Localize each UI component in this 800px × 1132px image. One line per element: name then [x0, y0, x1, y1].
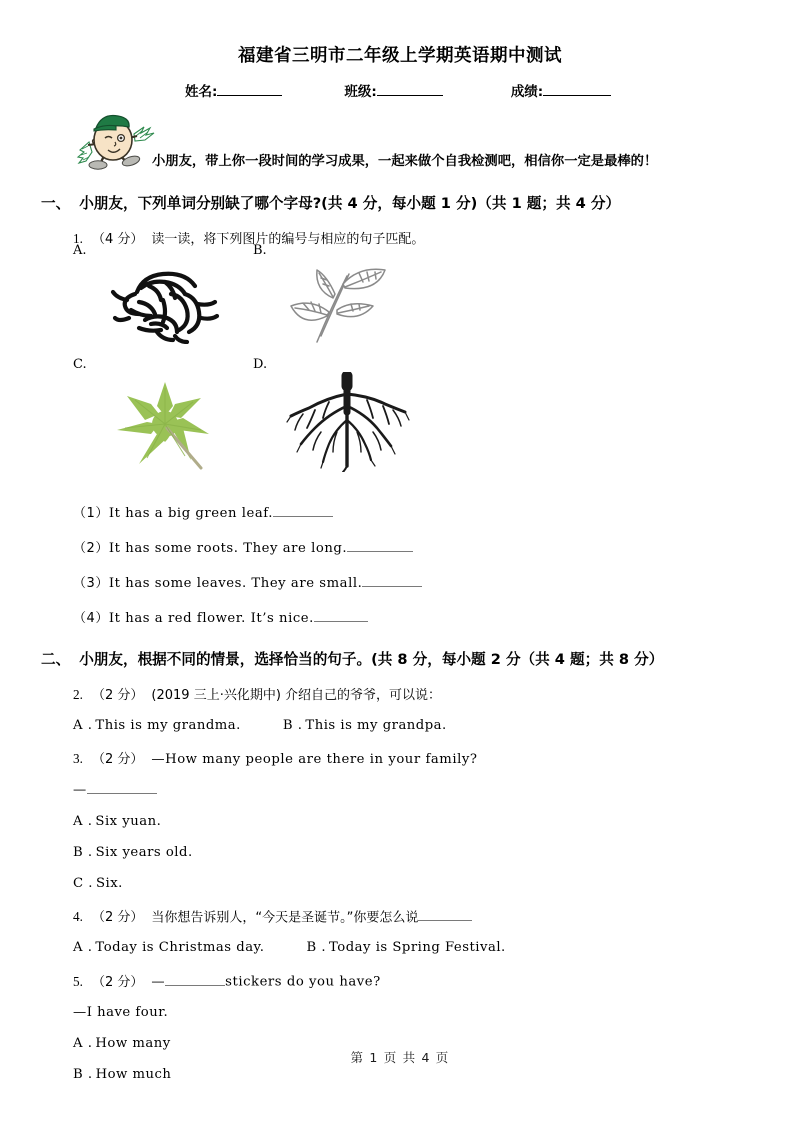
question-5-answer: —I have four.: [73, 1005, 169, 1021]
q3-option-a-key: A .: [73, 813, 93, 829]
question-2-points: （2 分）: [92, 688, 144, 703]
question-3-number: 3.: [73, 751, 83, 766]
greeting-block: [0, 108, 800, 186]
item-3-label: （3）: [73, 576, 109, 591]
item-1-label: （1）: [73, 506, 109, 521]
picture-label-d: D.: [253, 357, 268, 372]
item-1-blank[interactable]: [273, 505, 333, 517]
question-5-blank[interactable]: [165, 974, 225, 986]
q4-option-b-key: B .: [306, 940, 327, 956]
section-heading-2: [41, 648, 800, 669]
item-1-text: It has a big green leaf.: [108, 506, 274, 521]
question-1-item-4: [73, 607, 800, 626]
q4-option-b-text: Today is Spring Festival.: [329, 940, 506, 956]
question-3-option-c[interactable]: [73, 876, 800, 891]
question-3-answer-blank: [73, 782, 800, 798]
score-label: 成绩:: [510, 84, 544, 100]
question-5-prompt: [73, 974, 800, 989]
question-4-prompt: [73, 910, 800, 925]
cartoon-egg-character-icon: [72, 112, 158, 170]
question-1-item-2: [73, 537, 800, 556]
question-1-item-3: [73, 572, 800, 591]
item-2-text: It has some roots. They are long.: [108, 541, 348, 556]
item-4-blank[interactable]: [314, 610, 368, 622]
section-2-text: 小朋友，根据不同的情景，选择恰当的句子。(共 8 分，每小题 2 分（共 4 题；共 8 分）: [79, 651, 664, 668]
section-heading-1: [41, 192, 800, 213]
question-3-option-b[interactable]: [73, 845, 800, 860]
question-3-blank[interactable]: [87, 782, 157, 794]
question-5-points: （2 分）: [92, 974, 144, 990]
q5-option-a-text: How many: [95, 1036, 171, 1052]
option-a-key: A .: [73, 718, 93, 733]
section-1-text: 小朋友，下列单词分别缺了哪个字母?(共 4 分，每小题 1 分)（共 1 题；共 4 分）: [79, 195, 621, 212]
q3-option-b-text: Six years old.: [95, 844, 193, 860]
item-3-text: It has some leaves. They are small.: [108, 576, 363, 591]
question-2-prompt: [73, 688, 800, 702]
question-5-prefix: —: [151, 974, 166, 990]
picture-label-c: C.: [73, 357, 87, 372]
question-1-number: 1.: [73, 231, 83, 246]
rose-flower-drawing-icon: [105, 258, 225, 344]
question-2-option-b[interactable]: [283, 718, 447, 733]
question-3-prompt: [73, 752, 800, 766]
q5-option-b-key: B .: [73, 1067, 93, 1083]
question-3-points: （2 分）: [92, 752, 144, 767]
item-4-text: It has a red flower. It’s nice.: [108, 611, 314, 626]
page-title: 福建省三明市二年级上学期英语期中测试: [238, 46, 562, 66]
item-3-blank[interactable]: [362, 575, 422, 587]
option-b-key: B .: [282, 718, 303, 733]
picture-label-a: A.: [73, 243, 87, 258]
option-a-text: This is my grandma.: [95, 718, 241, 733]
section-1-number: 一、: [41, 195, 71, 212]
q5-option-b-text: How much: [95, 1067, 172, 1083]
picture-row-bottom: [73, 357, 493, 486]
question-1-picture-grid: [73, 243, 493, 486]
q3-option-a-text: Six yuan.: [95, 813, 162, 829]
q3-option-c-key: C .: [73, 875, 93, 891]
q3-option-c-text: Six.: [95, 875, 123, 891]
question-2-text: 介绍自己的爷爷，可以说：: [285, 688, 442, 703]
green-palmate-leaf-icon: [105, 372, 225, 472]
item-2-label: （2）: [73, 541, 109, 556]
q3-option-b-key: B .: [73, 844, 93, 860]
question-4-points: （2 分）: [92, 910, 144, 926]
picture-row-top: [73, 243, 493, 372]
name-field[interactable]: [185, 80, 282, 100]
name-blank[interactable]: [217, 84, 282, 96]
question-1-points: （4 分）: [92, 232, 144, 247]
question-4-option-b[interactable]: [306, 940, 505, 955]
question-5-suffix: stickers do you have?: [225, 974, 381, 990]
class-label: 班级:: [344, 84, 377, 100]
question-2-option-a[interactable]: [73, 718, 241, 733]
question-5-number: 5.: [73, 973, 83, 989]
class-field[interactable]: [344, 80, 442, 100]
question-2-number: 2.: [73, 687, 83, 702]
q5-option-a-key: A .: [73, 1036, 93, 1052]
class-blank[interactable]: [377, 84, 443, 96]
plant-roots-drawing-icon: [285, 372, 410, 472]
question-4-blank[interactable]: [418, 910, 472, 922]
question-1-item-1: [73, 502, 800, 521]
question-2-tag: (2019 三上·兴化期中): [151, 688, 281, 703]
item-2-blank[interactable]: [347, 540, 413, 552]
student-info-row: [0, 80, 800, 100]
page-footer: 第 1 页 共 4 页: [350, 1050, 450, 1065]
question-5-option-b[interactable]: [73, 1067, 800, 1082]
answer-dash: —: [73, 782, 87, 798]
question-4-number: 4.: [73, 909, 83, 925]
question-4-option-a[interactable]: [73, 940, 264, 955]
section-2-number: 二、: [41, 651, 71, 668]
score-field[interactable]: [511, 80, 611, 100]
greeting-text: 小朋友，带上你一段时间的学习成果，一起来做个自我检测吧，相信你一定是最棒的！: [152, 154, 658, 169]
question-4-text: 当你想告诉别人，“今天是圣诞节。”你要怎么说: [151, 910, 419, 926]
question-3-option-a[interactable]: [73, 814, 800, 829]
question-1-prompt: [73, 232, 800, 246]
name-label: 姓名:: [185, 84, 218, 100]
score-blank[interactable]: [543, 84, 611, 96]
item-4-label: （4）: [73, 611, 109, 626]
question-4-options: [73, 940, 800, 955]
question-2-options: [73, 718, 800, 733]
q4-option-a-text: Today is Christmas day.: [95, 940, 265, 956]
leafy-branch-drawing-icon: [285, 258, 405, 344]
option-b-text: This is my grandpa.: [305, 718, 447, 733]
question-1-text: 读一读，将下列图片的编号与相应的句子匹配。: [151, 232, 425, 247]
question-3-text: —How many people are there in your family?: [151, 752, 478, 767]
q4-option-a-key: A .: [73, 940, 93, 956]
picture-label-b: B.: [253, 243, 267, 258]
